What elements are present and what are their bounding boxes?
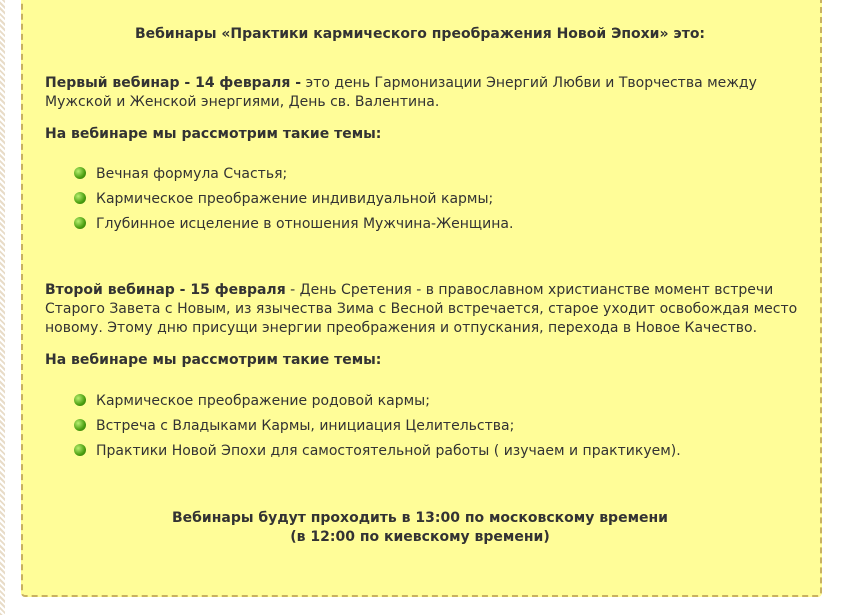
bullet-icon: [74, 419, 86, 431]
schedule-kyiv: (в 12:00 по киевскому времени): [290, 529, 550, 545]
list-item: [74, 442, 681, 461]
bullet-icon: [74, 394, 86, 406]
title: Вебинары «Практики кармического преображения Новой Эпохи» это:: [134, 26, 706, 42]
second-webinar-line1: [45, 281, 773, 300]
webinar-info-box: [21, 0, 822, 597]
second-webinar-text: - День Сретения - в православном христианстве момент встречи: [285, 282, 774, 298]
bullet-icon: [74, 167, 86, 179]
list-item-text: Глубинное исцеление в отношения Мужчина-Женщина.: [96, 216, 514, 232]
left-border-pattern: [0, 0, 5, 615]
list-item: [74, 392, 430, 411]
list-item-text: Практики Новой Эпохи для самостоятельной работы ( изучаем и практикуем).: [96, 443, 681, 459]
schedule-moscow: Вебинары будут проходить в 13:00 по московскому времени: [171, 510, 668, 526]
list-item: [74, 215, 513, 234]
topics-heading-1: На вебинаре мы рассмотрим такие темы:: [45, 126, 382, 142]
bullet-icon: [74, 192, 86, 204]
bullet-icon: [74, 444, 86, 456]
list-item: [74, 190, 493, 209]
bullet-icon: [74, 217, 86, 229]
second-webinar-line2: Старого Завета с Новым, из язычества Зима с Весной встречается, старое уходит освобождая место: [45, 301, 798, 317]
topics-heading-2: На вебинаре мы рассмотрим такие темы:: [45, 352, 382, 368]
first-webinar-text: это день Гармонизации Энергий Любви и Творчества между: [301, 75, 757, 91]
list-item-text: Встреча с Владыками Кармы, инициация Целительства;: [96, 418, 515, 434]
first-webinar-line1: [45, 74, 757, 93]
first-webinar-line2: Мужской и Женской энергиями, День св. Валентина.: [45, 94, 440, 110]
second-webinar-date: Второй вебинар - 15 февраля: [45, 282, 286, 298]
first-webinar-date: Первый вебинар - 14 февраля -: [45, 75, 302, 91]
list-item-text: Кармическое преображение индивидуальной кармы;: [96, 191, 494, 207]
list-item-text: Кармическое преображение родовой кармы;: [96, 393, 430, 409]
list-item-text: Вечная формула Счастья;: [96, 166, 288, 182]
list-item: [74, 165, 287, 184]
list-item: [74, 417, 514, 436]
second-webinar-line3: новому. Этому дню присущи энергии преображения и отпускания, перехода в Новое Качество.: [45, 320, 758, 336]
